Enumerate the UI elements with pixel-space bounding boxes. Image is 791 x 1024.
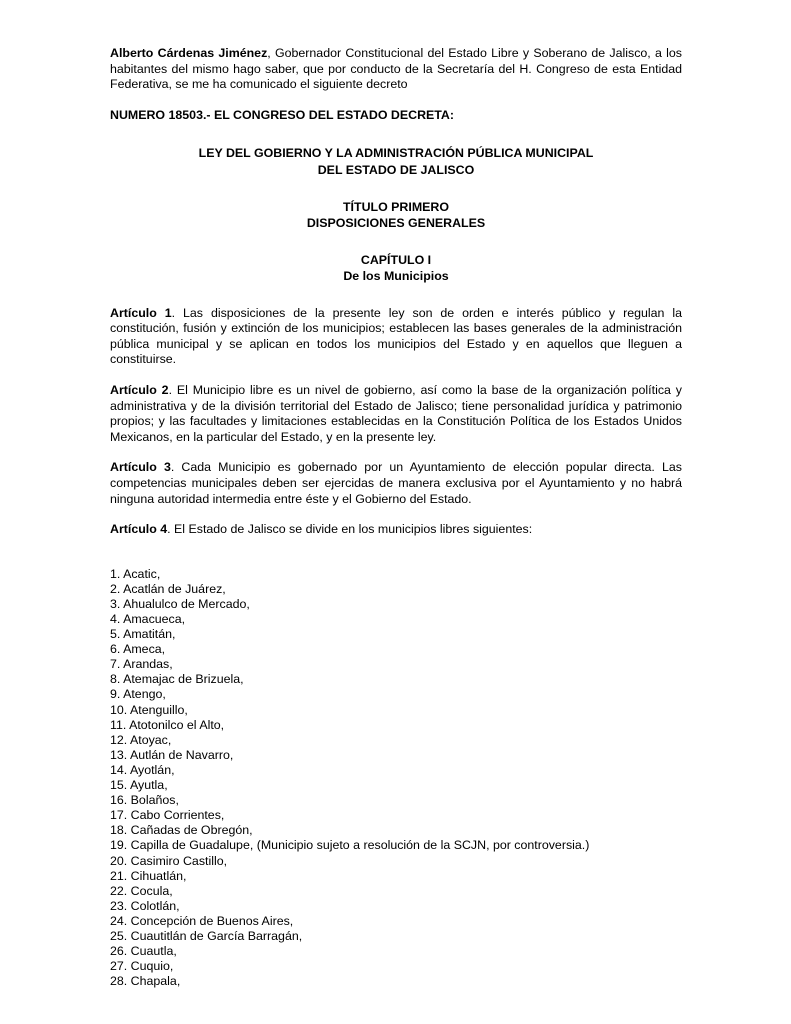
- article-paragraph: [110, 522, 682, 538]
- list-item: 12. Atoyac,: [110, 732, 172, 747]
- article-paragraph: [110, 460, 682, 507]
- list-item: 22. Cocula,: [110, 883, 173, 898]
- municipality-list: [110, 567, 682, 990]
- governor-name: Alberto Cárdenas Jiménez: [110, 46, 268, 60]
- list-item: 18. Cañadas de Obregón,: [110, 823, 253, 838]
- list-item: 23. Colotlán,: [110, 898, 180, 913]
- title-section-line-1: TÍTULO PRIMERO: [342, 199, 449, 214]
- list-item: 2. Acatlán de Juárez,: [110, 581, 226, 596]
- law-title-line-2: DEL ESTADO DE JALISCO: [317, 162, 475, 177]
- law-title-line-1: LEY DEL GOBIERNO Y LA ADMINISTRACIÓN PÚBLICA MUNICIPAL: [198, 146, 594, 161]
- list-item: 10. Atenguillo,: [110, 702, 188, 717]
- list-spacer: [110, 553, 682, 567]
- article-label: Artículo 1: [110, 305, 172, 320]
- article-text: . El Estado de Jalisco se divide en los municipios libres siguientes:: [167, 522, 533, 537]
- list-item: 15. Ayutla,: [110, 778, 168, 793]
- list-item: 14. Ayotlán,: [110, 762, 175, 777]
- list-item: 4. Amacueca,: [110, 612, 186, 626]
- article-label: Artículo 3: [110, 460, 171, 475]
- article-label: Artículo 2: [110, 382, 169, 397]
- article-paragraph: [110, 383, 682, 445]
- list-item: 13. Autlán de Navarro,: [110, 747, 234, 762]
- list-item: 27. Cuquio,: [110, 959, 174, 974]
- list-item: 9. Atengo,: [110, 687, 166, 702]
- chapter-section-heading: [110, 252, 682, 284]
- list-item: 6. Ameca,: [110, 642, 166, 657]
- list-item: 26. Cuautla,: [110, 944, 177, 959]
- law-title-heading: [110, 145, 682, 177]
- preamble-text: , Gobernador Constitucional del Estado Libre y Soberano de Jalisco, a los habitantes del mismo hago saber, que por conducto de la Secretaría del H. Congreso de esta Entidad Federativa, se me ha comunicado el siguiente decreto: [110, 46, 682, 92]
- title-section-heading: [110, 199, 682, 231]
- list-item: 1. Acatic,: [110, 566, 161, 581]
- article-text: . Las disposiciones de la presente ley son de orden e interés público y regulan la constitución, fusión y extinción de los municipios; establecen las bases generales de la administración pública municipal y se aplican en todos los municipios del Estado y en aquellos que lleguen a constituirse.: [110, 305, 682, 367]
- chapter-section-line-1: CAPÍTULO I: [360, 253, 432, 268]
- list-item: 21. Cihuatlán,: [110, 868, 187, 883]
- list-item: 17. Cabo Corrientes,: [110, 808, 225, 823]
- list-item: 28. Chapala,: [110, 974, 181, 989]
- document-body: [110, 46, 682, 989]
- decree-number-line: NUMERO 18503.- EL CONGRESO DEL ESTADO DECRETA:: [110, 107, 455, 122]
- article-text: . Cada Municipio es gobernado por un Ayuntamiento de elección popular directa. Las competencias municipales deben ser ejercidas de manera exclusiva por el Ayuntamiento y no habrá ninguna autoridad intermedia entre éste y el Gobierno del Estado.: [110, 460, 682, 506]
- title-section-line-2: DISPOSICIONES GENERALES: [306, 215, 486, 230]
- article-paragraph: [110, 306, 682, 368]
- list-item: 25. Cuautitlán de García Barragán,: [110, 928, 303, 943]
- chapter-section-line-2: De los Municipios: [343, 269, 449, 284]
- article-label: Artículo 4: [110, 522, 168, 537]
- list-item: 3. Ahualulco de Mercado,: [110, 596, 250, 611]
- list-item: 11. Atotonilco el Alto,: [110, 717, 225, 732]
- list-item: 19. Capilla de Guadalupe, (Municipio sujeto a resolución de la SCJN, por controversia.): [110, 838, 590, 853]
- list-item: 5. Amatitán,: [110, 627, 176, 642]
- list-item: 16. Bolaños,: [110, 793, 179, 808]
- preamble-paragraph: [110, 46, 682, 93]
- list-item: 7. Arandas,: [110, 657, 173, 672]
- article-text: . El Municipio libre es un nivel de gobierno, así como la base de la organización política y administrativa y de la división territorial del Estado de Jalisco; tiene personalidad jurídica y patrimonio propios; y las facultades y limitaciones establecidas en la Constitución Política de los Estados Unidos Mexicanos, en la particular del Estado, y en la presente ley.: [110, 382, 682, 444]
- list-item: 24. Concepción de Buenos Aires,: [110, 913, 294, 928]
- list-item: 8. Atemajac de Brizuela,: [110, 672, 244, 687]
- list-item: 20. Casimiro Castillo,: [110, 853, 228, 868]
